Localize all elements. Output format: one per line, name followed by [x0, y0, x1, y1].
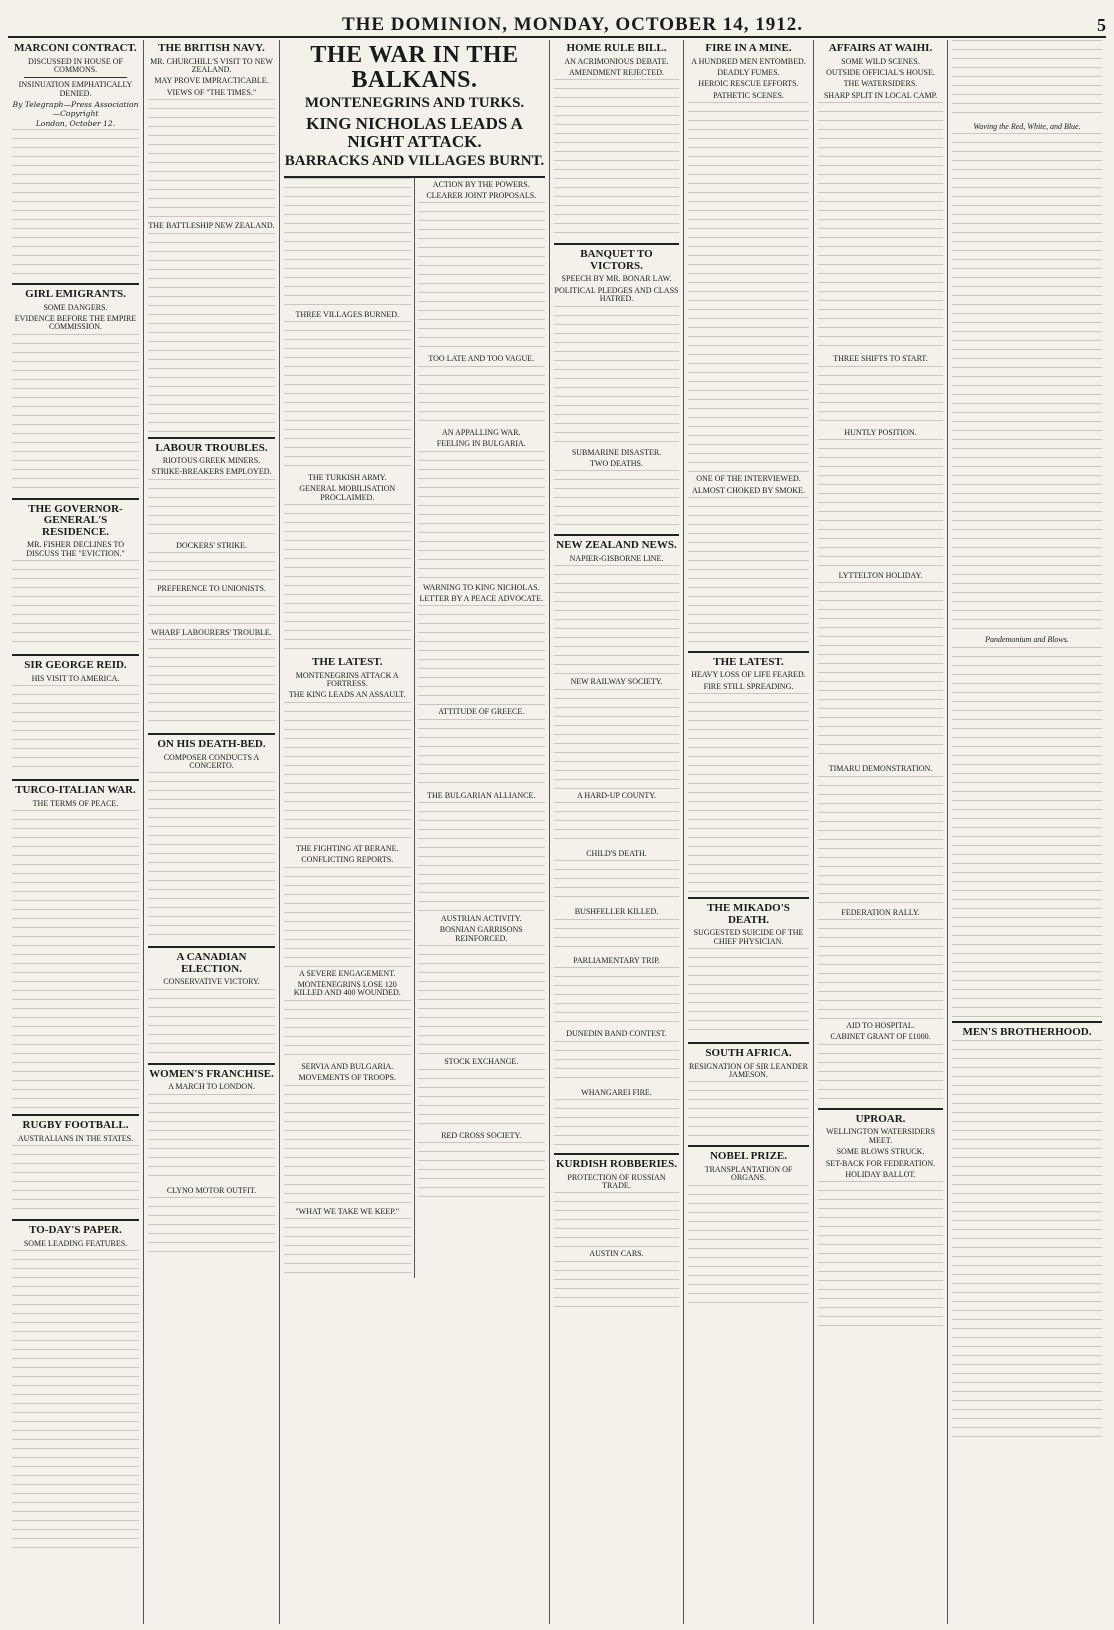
subhead: AID TO HOSPITAL.: [846, 1021, 915, 1031]
article-text: [554, 306, 679, 446]
article-text: [12, 129, 139, 279]
subhead: WHANGAREI FIRE.: [581, 1087, 652, 1097]
article-text: [688, 948, 809, 1038]
subhead: SOME WILD SCENES.: [841, 56, 920, 66]
subhead: ATTITUDE OF GREECE.: [438, 707, 525, 717]
article-text: [418, 202, 546, 352]
article-text: [554, 1192, 679, 1247]
masthead: [8, 6, 1106, 38]
subhead: A HUNDRED MEN ENTOMBED.: [691, 56, 806, 66]
subhead: WARNING TO KING NICHOLAS.: [422, 582, 540, 592]
headline: NEW ZEALAND NEWS.: [556, 539, 677, 552]
article-text: [818, 776, 943, 906]
article-text: [554, 1099, 679, 1149]
article-text: [12, 810, 139, 1110]
war-headline-block: [284, 43, 545, 178]
article-text: [418, 1069, 546, 1129]
article-text: [418, 451, 546, 581]
subhead: BOSNIAN GARRISONS REINFORCED.: [439, 925, 523, 943]
subhead: HUNTLY POSITION.: [844, 427, 917, 437]
article-text: [284, 702, 411, 842]
subhead: COMPOSER CONDUCTS A CONCERTO.: [163, 752, 260, 770]
article-text: [148, 552, 275, 582]
article-text: [818, 1181, 943, 1331]
headline: THE GOVERNOR-GENERAL'S RESIDENCE.: [28, 502, 123, 538]
subhead: A SEVERE ENGAGEMENT.: [298, 968, 396, 978]
headline: MARCONI CONTRACT.: [14, 42, 137, 54]
main-headline: THE WAR IN THE BALKANS.: [310, 42, 519, 94]
credit-line: By Telegraph—Press Association—Copyright: [12, 100, 139, 119]
subhead: SUBMARINE DISASTER.: [571, 447, 662, 457]
headline: GIRL EMIGRANTS.: [25, 288, 126, 301]
article-text: [12, 685, 139, 775]
subhead: AMENDMENT REJECTED.: [569, 67, 664, 77]
article-text: [418, 1142, 546, 1202]
article-text: [284, 504, 411, 654]
article-text: [688, 497, 809, 647]
subhead: THE WATERSIDERS.: [843, 79, 918, 89]
subhead: THREE SHIFTS TO START.: [833, 354, 928, 364]
article-text: [284, 321, 411, 471]
subhead: AUSTRALIANS IN THE STATES.: [17, 1133, 134, 1143]
headline: THE MIKADO'S DEATH.: [707, 902, 790, 926]
article-text: [12, 560, 139, 650]
article-text: [554, 79, 679, 239]
subhead: LETTER BY A PEACE ADVOCATE.: [419, 593, 543, 603]
subhead: SPEECH BY MR. BONAR LAW.: [561, 274, 672, 284]
article-text: [554, 565, 679, 675]
subhead: CONSERVATIVE VICTORY.: [163, 977, 260, 987]
subhead: WHARF LABOURERS' TROUBLE.: [151, 627, 272, 637]
subhead: THE TURKISH ARMY.: [307, 472, 387, 482]
headline: SOUTH AFRICA.: [705, 1047, 792, 1060]
article-text: [554, 860, 679, 905]
subhead: INSINUATION EMPHATICALLY DENIED.: [18, 80, 133, 98]
headline: NOBEL PRIZE.: [709, 1150, 788, 1163]
subhead: SHARP SPLIT IN LOCAL CAMP.: [823, 90, 938, 100]
column-5: [550, 40, 684, 1624]
subhead: Pandemonium and Blows.: [985, 635, 1069, 645]
subhead: AUSTIN CARS.: [589, 1249, 644, 1259]
headline: A CANADIAN ELECTION.: [176, 951, 247, 975]
subhead: A MARCH TO LONDON.: [168, 1082, 255, 1092]
subhead: MONTENEGRINS ATTACK A FORTRESS.: [295, 670, 399, 689]
article-text: [148, 1197, 275, 1257]
subhead: THE BULGARIAN ALLIANCE.: [427, 790, 536, 800]
column-1: [8, 40, 144, 1624]
article-text: [688, 1081, 809, 1141]
article-text: [952, 40, 1102, 120]
article-text: [554, 919, 679, 954]
article-text: [554, 967, 679, 1027]
article-text: [818, 102, 943, 352]
article-text: [818, 919, 943, 1019]
article-text: [148, 99, 275, 219]
article-text: [418, 802, 546, 912]
subhead: MR. CHURCHILL'S VISIT TO NEW ZEALAND.: [150, 56, 273, 74]
subhead: THREE VILLAGES BURNED.: [295, 309, 400, 319]
subhead: DUNEDIN BAND CONTEST.: [566, 1029, 667, 1039]
subhead: SOME LEADING FEATURES.: [23, 1238, 128, 1248]
subhead: FIRE STILL SPREADING.: [703, 681, 794, 691]
subhead: PREFERENCE TO UNIONISTS.: [157, 584, 266, 594]
subhead: FEELING IN BULGARIA.: [436, 439, 526, 449]
dateline: London, October 12.: [35, 119, 116, 129]
subhead: RED CROSS SOCIETY.: [441, 1130, 522, 1140]
subhead: TOO LATE AND TOO VAGUE.: [428, 354, 535, 364]
article-text: [148, 1094, 275, 1184]
article-text: [554, 1041, 679, 1086]
subhead: HOLIDAY BALLOT.: [845, 1169, 916, 1179]
subhead: PROTECTION OF RUSSIAN TRADE.: [567, 1172, 666, 1190]
column-7: [814, 40, 948, 1624]
headline: SIR GEORGE REID.: [24, 659, 127, 672]
article-text: [952, 133, 1102, 633]
article-text: [284, 1000, 411, 1060]
subhead: AUSTRIAN ACTIVITY.: [440, 914, 522, 924]
article-text: [418, 945, 546, 1055]
article-text: [284, 867, 411, 967]
subhead: NEW RAILWAY SOCIETY.: [570, 677, 663, 687]
column-6: [684, 40, 814, 1624]
subhead: SET-BACK FOR FEDERATION.: [825, 1158, 936, 1168]
subhead: CLEARER JOINT PROPOSALS.: [426, 190, 537, 200]
headline: TURCO-ITALIAN WAR.: [15, 784, 136, 797]
page-number: 5: [1096, 15, 1106, 35]
subhead: CONFLICTING REPORTS.: [301, 855, 394, 865]
subhead: DOCKERS' STRIKE.: [176, 540, 247, 550]
subhead: MOVEMENTS OF TROOPS.: [298, 1073, 396, 1083]
subhead: SUGGESTED SUICIDE OF THE CHIEF PHYSICIAN.: [693, 928, 804, 946]
subhead: ONE OF THE INTERVIEWED.: [696, 474, 801, 484]
article-text: [952, 1040, 1102, 1440]
subhead: HIS VISIT TO AMERICA.: [31, 673, 120, 683]
subhead: Waving the Red, White, and Blue.: [973, 122, 1081, 131]
subhead: AN APPALLING WAR.: [442, 427, 521, 437]
headline: BANQUET TO VICTORS.: [580, 248, 653, 272]
article-text: [284, 1218, 411, 1278]
headline: AFFAIRS AT WAIHI.: [828, 42, 933, 54]
article-text: [148, 479, 275, 539]
headline: MEN'S BROTHERHOOD.: [962, 1025, 1092, 1038]
subhead: THE TERMS OF PEACE.: [32, 798, 119, 808]
article-text: [688, 693, 809, 893]
subhead: GENERAL MOBILISATION PROCLAIMED.: [299, 484, 396, 502]
headline: TO-DAY'S PAPER.: [29, 1224, 122, 1237]
subhead: SOME BLOWS STRUCK.: [836, 1147, 925, 1157]
article-text: [818, 439, 943, 569]
column-8: [948, 40, 1106, 1624]
article-text: [12, 334, 139, 494]
article-text: [418, 366, 546, 426]
subhead: RESIGNATION OF SIR LEANDER JAMESON.: [689, 1061, 808, 1080]
subhead: THE LATEST.: [311, 656, 383, 669]
war-subcolumns: [284, 178, 545, 1278]
headline: LABOUR TROUBLES.: [155, 441, 268, 454]
subhead: HEROIC RESCUE EFFORTS.: [698, 79, 799, 89]
contents-list: [12, 1250, 139, 1550]
column-3-4: [280, 40, 550, 1624]
article-text: [554, 689, 679, 789]
article-text: [554, 470, 679, 530]
war-left: [284, 178, 415, 1278]
subhead: TRANSPLANTATION OF ORGANS.: [704, 1164, 793, 1183]
article-text: [148, 639, 275, 729]
article-text: [284, 178, 411, 308]
column-2: [144, 40, 280, 1624]
subhead: ACTION BY THE POWERS.: [432, 179, 530, 189]
subhead: SOME DANGERS.: [43, 302, 108, 312]
headline: KURDISH ROBBERIES.: [555, 1158, 678, 1171]
subhead: TWO DEATHS.: [590, 458, 643, 468]
headline: THE LATEST.: [713, 655, 784, 668]
article-text: [148, 596, 275, 626]
subhead: THE FIGHTING AT BERANE.: [295, 843, 399, 853]
subhead: PATHETIC SCENES.: [713, 90, 784, 100]
subhead: THE KING LEADS AN ASSAULT.: [288, 690, 406, 700]
subhead: CLYNO MOTOR OUTFIT.: [166, 1185, 257, 1195]
subhead: BARRACKS AND VILLAGES BURNT.: [284, 152, 545, 169]
subhead: "WHAT WE TAKE WE KEEP.": [295, 1206, 400, 1216]
article-text: [12, 1145, 139, 1215]
subhead: MONTENEGRINS AND TURKS.: [304, 95, 525, 112]
subhead: AN ACRIMONIOUS DEBATE.: [564, 56, 669, 66]
headline: WOMEN'S FRANCHISE.: [149, 1067, 274, 1080]
subhead: CABINET GRANT OF £1000.: [830, 1032, 931, 1042]
subhead: VIEWS OF "THE TIMES.": [166, 87, 257, 97]
subhead: SERVIA AND BULGARIA.: [301, 1061, 394, 1071]
subhead: POLITICAL PLEDGES AND CLASS HATRED.: [554, 285, 679, 304]
article-text: [148, 772, 275, 942]
subhead: BUSHFELLER KILLED.: [574, 907, 659, 917]
subhead: STOCK EXCHANGE.: [444, 1057, 519, 1067]
subhead: OUTSIDE OFFICIAL'S HOUSE.: [826, 67, 935, 77]
article-text: [818, 366, 943, 426]
subhead: EVIDENCE BEFORE THE EMPIRE COMMISSION.: [14, 314, 137, 332]
article-text: [688, 1185, 809, 1305]
article-text: [554, 1261, 679, 1311]
subhead: A HARD-UP COUNTY.: [577, 790, 656, 800]
subhead: TIMARU DEMONSTRATION.: [828, 764, 933, 774]
columns: [8, 40, 1106, 1624]
subhead: HEAVY LOSS OF LIFE FEARED.: [691, 670, 806, 680]
subhead: THE BATTLESHIP NEW ZEALAND.: [148, 221, 275, 231]
subhead: NAPIER-GISBORNE LINE.: [569, 553, 664, 563]
subhead: CHILD'S DEATH.: [586, 849, 647, 859]
headline: HOME RULE BILL.: [566, 42, 667, 54]
article-text: [418, 719, 546, 789]
article-text: [688, 102, 809, 472]
article-text: [554, 802, 679, 847]
article-text: [284, 1085, 411, 1205]
subhead: WELLINGTON WATERSIDERS MEET.: [826, 1127, 935, 1145]
subhead: KING NICHOLAS LEADS A NIGHT ATTACK.: [306, 114, 523, 151]
article-text: [148, 233, 275, 433]
article-text: [818, 582, 943, 762]
subhead: PARLIAMENTARY TRIP.: [573, 955, 660, 965]
article-text: [148, 989, 275, 1059]
subhead: STRIKE-BREAKERS EMPLOYED.: [151, 467, 272, 477]
subhead: RIOTOUS GREEK MINERS.: [162, 456, 261, 466]
war-right: [415, 178, 546, 1278]
subhead: MR. FISHER DECLINES TO DISCUSS THE "EVICTION.": [26, 540, 125, 558]
headline: FIRE IN A MINE.: [705, 42, 792, 54]
headline: UPROAR.: [855, 1112, 906, 1125]
subhead: ALMOST CHOKED BY SMOKE.: [692, 485, 805, 495]
subhead: LYTTELTON HOLIDAY.: [838, 570, 923, 580]
masthead-title: THE DOMINION, MONDAY, OCTOBER 14, 1912.: [341, 14, 804, 35]
headline: ON HIS DEATH-BED.: [157, 738, 266, 750]
headline: THE BRITISH NAVY.: [158, 42, 265, 54]
subhead: MAY PROVE IMPRACTICABLE.: [154, 76, 269, 86]
article-text: [418, 605, 546, 705]
subhead: DISCUSSED IN HOUSE OF COMMONS.: [28, 56, 123, 74]
subhead: MONTENEGRINS LOSE 120 KILLED AND 400 WOUNDED.: [293, 980, 401, 998]
article-text: [818, 1044, 943, 1104]
subhead: DEADLY FUMES.: [717, 67, 780, 77]
subhead: FEDERATION RALLY.: [841, 907, 920, 917]
headline: RUGBY FOOTBALL.: [22, 1119, 129, 1132]
article-text: [952, 647, 1102, 1017]
